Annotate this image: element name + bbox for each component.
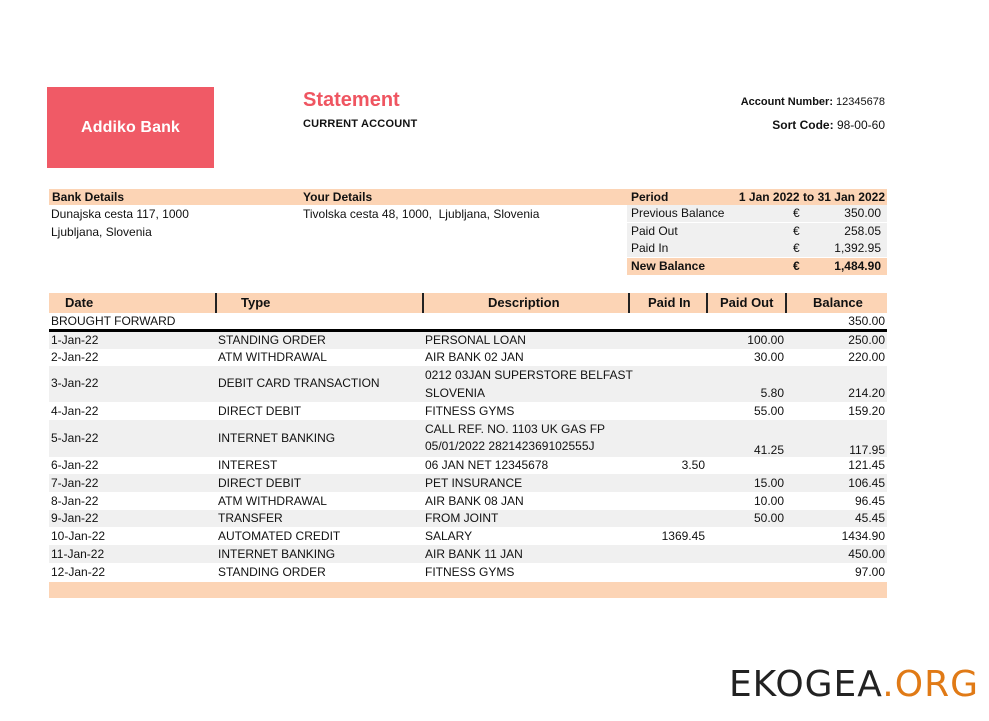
currency-symbol: €	[793, 241, 800, 255]
paid-out-label: Paid Out	[631, 224, 678, 238]
table-row	[49, 563, 887, 581]
cell-description: AIR BANK 02 JAN	[425, 350, 524, 364]
bank-logo	[47, 87, 214, 168]
cell-description: SALARY	[425, 529, 473, 543]
sort-code	[772, 118, 885, 132]
cell-date: 1-Jan-22	[51, 333, 99, 347]
cell-description: 06 JAN NET 12345678	[425, 458, 549, 472]
your-details-header: Your Details	[299, 189, 627, 205]
cell-description: 0212 03JAN SUPERSTORE BELFAST	[425, 368, 633, 382]
cell-date: 6-Jan-22	[51, 458, 99, 472]
watermark-suffix: .ORG	[882, 664, 979, 705]
cell-paid-out: 41.25	[753, 443, 784, 457]
cell-date: 12-Jan-22	[51, 565, 106, 579]
cell-type: ATM WITHDRAWAL	[218, 494, 327, 508]
cell-date: 4-Jan-22	[51, 404, 99, 418]
account-number-label: Account Number:	[740, 96, 833, 108]
cell-paid-out: 100.00	[747, 333, 784, 347]
bank-details-header: Bank Details	[49, 189, 302, 205]
table-row	[49, 545, 887, 563]
previous-balance-amount: 350.00	[844, 206, 881, 220]
brought-forward-label: BROUGHT FORWARD	[51, 314, 176, 328]
cell-paid-out: 30.00	[753, 350, 784, 364]
cell-description: PET INSURANCE	[425, 476, 523, 490]
cell-type: INTERNET BANKING	[218, 547, 336, 561]
period-label: Period	[631, 190, 669, 204]
col-date: Date	[65, 295, 94, 310]
cell-type: INTEREST	[218, 458, 278, 472]
cell-date: 2-Jan-22	[51, 350, 99, 364]
cell-balance: 220.00	[848, 350, 885, 364]
cell-description: FROM JOINT	[425, 511, 499, 525]
transactions-table-header	[49, 293, 887, 313]
brought-forward-row	[49, 313, 887, 330]
cell-paid-in: 3.50	[681, 458, 705, 472]
statement-title: Statement	[303, 89, 400, 111]
cell-type: DIRECT DEBIT	[218, 404, 302, 418]
column-divider	[422, 293, 424, 313]
account-number-value: 12345678	[836, 96, 885, 108]
new-balance-label: New Balance	[631, 259, 706, 273]
cell-balance: 117.95	[849, 443, 885, 457]
brought-forward-balance: 350.00	[848, 314, 885, 328]
table-row	[49, 332, 887, 349]
cell-balance: 97.00	[854, 565, 885, 579]
cell-balance: 96.45	[854, 494, 885, 508]
cell-balance: 450.00	[848, 547, 885, 561]
col-balance: Balance	[813, 295, 863, 310]
col-paid-out: Paid Out	[720, 295, 774, 310]
bank-address-line2: Ljubljana, Slovenia	[51, 225, 152, 239]
watermark	[729, 664, 979, 705]
cell-date: 9-Jan-22	[51, 511, 99, 525]
table-row	[49, 474, 887, 492]
table-row	[49, 366, 887, 402]
cell-description-line2: SLOVENIA	[425, 386, 486, 400]
cell-type: STANDING ORDER	[218, 333, 326, 347]
table-row	[49, 457, 887, 474]
column-divider	[785, 293, 787, 313]
table-row	[49, 402, 887, 420]
bank-address-line1: Dunajska cesta 117, 1000	[51, 207, 189, 221]
cell-description: AIR BANK 08 JAN	[425, 494, 524, 508]
col-description: Description	[488, 295, 560, 310]
cell-date: 5-Jan-22	[51, 431, 99, 445]
cell-paid-out: 15.00	[753, 476, 784, 490]
col-paid-in: Paid In	[648, 295, 691, 310]
cell-description: FITNESS GYMS	[425, 565, 515, 579]
period-range: 1 Jan 2022 to 31 Jan 2022	[738, 190, 885, 204]
paid-in-amount: 1,392.95	[834, 241, 881, 255]
watermark-main: EKOGEA	[728, 664, 883, 705]
cell-date: 11-Jan-22	[51, 547, 105, 561]
cell-balance: 1434.90	[841, 529, 885, 543]
cell-date: 10-Jan-22	[51, 529, 106, 543]
table-footer-band	[49, 582, 887, 598]
sort-code-label: Sort Code:	[772, 118, 834, 132]
previous-balance-label: Previous Balance	[631, 206, 725, 220]
customer-address: Tivolska cesta 48, 1000, Ljubljana, Slovenia	[303, 207, 540, 221]
paid-in-row	[627, 240, 887, 257]
table-row	[49, 349, 887, 366]
cell-paid-out: 5.80	[760, 386, 784, 400]
cell-paid-out: 10.00	[753, 494, 784, 508]
previous-balance-row	[627, 205, 887, 222]
cell-date: 3-Jan-22	[51, 376, 99, 390]
cell-type: INTERNET BANKING	[218, 431, 336, 445]
paid-in-label: Paid In	[631, 241, 669, 255]
cell-date: 7-Jan-22	[51, 476, 99, 490]
table-row	[49, 510, 887, 527]
account-type: CURRENT ACCOUNT	[303, 118, 418, 130]
cell-description: FITNESS GYMS	[425, 404, 515, 418]
paid-out-row	[627, 223, 887, 240]
cell-description: AIR BANK 11 JAN	[425, 547, 523, 561]
new-balance-row	[627, 258, 887, 275]
cell-type: STANDING ORDER	[218, 565, 326, 579]
cell-type: TRANSFER	[218, 511, 283, 525]
cell-type: DIRECT DEBIT	[218, 476, 302, 490]
cell-type: AUTOMATED CREDIT	[218, 529, 341, 543]
cell-date: 8-Jan-22	[51, 494, 99, 508]
table-row	[49, 420, 887, 457]
cell-balance: 121.45	[848, 458, 885, 472]
cell-description: CALL REF. NO. 1103 UK GAS FP	[425, 422, 606, 436]
paid-out-amount: 258.05	[844, 224, 881, 238]
column-divider	[628, 293, 630, 313]
column-divider	[215, 293, 217, 313]
bank-logo-text: Addiko Bank	[81, 118, 180, 136]
period-header	[627, 189, 887, 205]
cell-balance: 106.45	[848, 476, 885, 490]
table-row	[49, 527, 887, 545]
cell-description-line2: 05/01/2022 282142369102555J	[425, 439, 595, 453]
col-type: Type	[241, 295, 271, 310]
cell-description: PERSONAL LOAN	[425, 333, 526, 347]
column-divider	[706, 293, 708, 313]
currency-symbol: €	[793, 259, 800, 273]
account-number	[741, 96, 885, 108]
cell-paid-in: 1369.45	[661, 529, 705, 543]
currency-symbol: €	[793, 224, 800, 238]
cell-balance: 45.45	[854, 511, 885, 525]
cell-paid-out: 50.00	[753, 511, 784, 525]
currency-symbol: €	[793, 206, 800, 220]
cell-type: DEBIT CARD TRANSACTION	[218, 376, 380, 390]
cell-paid-out: 55.00	[753, 404, 784, 418]
sort-code-value: 98-00-60	[836, 118, 885, 132]
table-row	[49, 492, 887, 510]
cell-balance: 159.20	[848, 404, 885, 418]
cell-balance: 214.20	[848, 386, 885, 400]
new-balance-amount: 1,484.90	[834, 259, 881, 273]
cell-balance: 250.00	[848, 333, 885, 347]
cell-type: ATM WITHDRAWAL	[218, 350, 327, 364]
